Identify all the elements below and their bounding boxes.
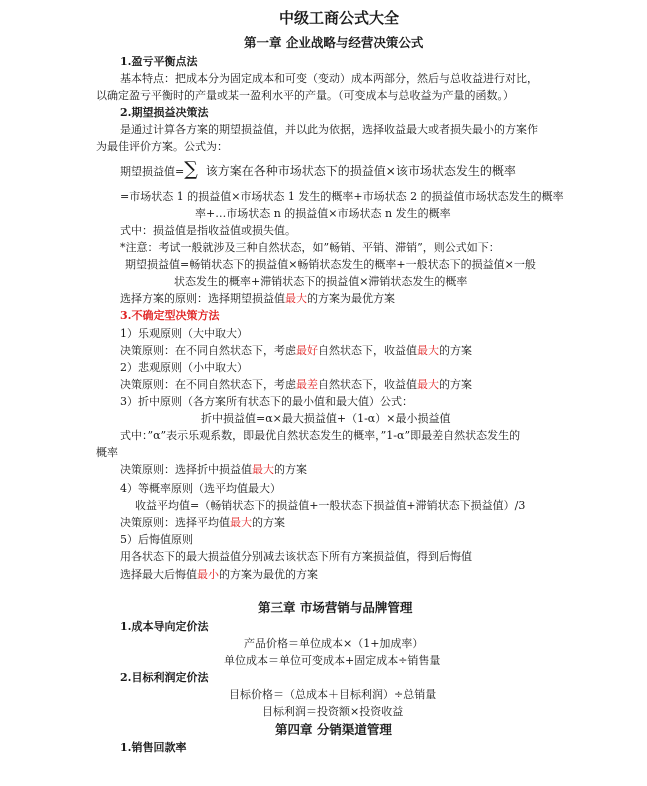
rule-text: 的方案为最优的方案 bbox=[219, 568, 318, 581]
method-heading: 1）乐观原则（大中取大） bbox=[120, 327, 248, 340]
formula-line: 状态发生的概率+滞销状态下的损益值×滞销状态发生的概率 bbox=[174, 275, 468, 288]
rule-line bbox=[120, 568, 318, 582]
rule-text: 的方案 bbox=[439, 378, 472, 391]
section-heading: 3.不确定型决策方法 bbox=[120, 309, 220, 322]
document-title: 中级工商公式大全 bbox=[279, 9, 400, 27]
formula-label: 期望损益值= bbox=[120, 165, 185, 178]
rule-text: 决策原则：选择折中损益值 bbox=[120, 463, 252, 476]
rule-line bbox=[120, 378, 472, 392]
formula-line: 产品价格＝单位成本×（1+加成率） bbox=[244, 637, 424, 650]
rule-text: 的方案 bbox=[439, 344, 472, 357]
formula-text: 该方案在各种市场状态下的损益值×该市场状态发生的概率 bbox=[205, 164, 516, 178]
rule-text: 决策原则：选择平均值 bbox=[120, 516, 230, 529]
rule-text: 选择最大后悔值 bbox=[120, 568, 197, 581]
section-heading: 2.期望损益决策法 bbox=[120, 106, 209, 119]
method-heading: 5）后悔值原则 bbox=[120, 533, 193, 546]
paragraph-line: 以确定盈亏平衡时的产量或某一盈利水平的产量。（可变成本与总收益为产量的函数。） bbox=[96, 89, 514, 102]
rule-line bbox=[120, 344, 472, 358]
formula-line: 收益平均值=（畅销状态下的损益值+一般状态下损益值+滞销状态下损益值）/3 bbox=[135, 499, 526, 512]
paragraph-line: 为最佳评价方案。公式为： bbox=[96, 140, 228, 153]
rule-line bbox=[120, 292, 395, 306]
rule-text: 选择方案的原则：选择期望损益值 bbox=[120, 292, 285, 305]
highlight-text: 最大 bbox=[230, 516, 252, 529]
chapter-3-heading: 第三章 市场营销与品牌管理 bbox=[258, 600, 413, 615]
highlight-text: 最差 bbox=[296, 378, 318, 391]
rule-text: 的方案为最优方案 bbox=[307, 292, 395, 305]
paragraph-line: 基本特点：把成本分为固定成本和可变（变动）成本两部分，然后与总收益进行对比， bbox=[120, 72, 538, 85]
highlight-text: 最小 bbox=[197, 568, 219, 581]
paragraph-line: 是通过计算各方案的期望损益值，并以此为依据，选择收益最大或者损失最小的方案作 bbox=[120, 123, 538, 136]
formula-expected-value bbox=[120, 160, 516, 182]
highlight-text: 最大 bbox=[285, 292, 307, 305]
highlight-text: 最大 bbox=[417, 344, 439, 357]
method-heading: 4）等概率原则（选平均值最大） bbox=[120, 482, 281, 495]
rule-line bbox=[120, 516, 285, 530]
chapter-4-heading: 第四章 分销渠道管理 bbox=[275, 722, 392, 737]
highlight-text: 最大 bbox=[252, 463, 274, 476]
rule-text: 自然状态下，收益值 bbox=[318, 378, 417, 391]
note-line: *注意：考试一般就涉及三种自然状态，如”畅销、平销、滞销”，则公式如下： bbox=[120, 241, 500, 254]
formula-line: 折中损益值=α×最大损益值+（1-α）×最小损益值 bbox=[201, 412, 451, 425]
sigma-symbol: ∑ bbox=[184, 158, 198, 180]
rule-text: 决策原则：在不同自然状态下，考虑 bbox=[120, 344, 296, 357]
note-line: 概率 bbox=[96, 446, 118, 459]
rule-text: 的方案 bbox=[252, 516, 285, 529]
paragraph-line: 用各状态下的最大损益值分别减去该状态下所有方案损益值，得到后悔值 bbox=[120, 550, 472, 563]
method-heading: 3）折中原则（各方案所有状态下的最小值和最大值）公式： bbox=[120, 395, 413, 408]
chapter-1-heading: 第一章 企业战略与经营决策公式 bbox=[244, 35, 424, 50]
rule-text: 决策原则：在不同自然状态下，考虑 bbox=[120, 378, 296, 391]
formula-line: 目标利润＝投资额×投资收益 bbox=[262, 705, 404, 718]
formula-line: 单位成本＝单位可变成本+固定成本÷销售量 bbox=[224, 654, 441, 667]
rule-line bbox=[120, 463, 307, 477]
rule-text: 自然状态下，收益值 bbox=[318, 344, 417, 357]
highlight-text: 最好 bbox=[296, 344, 318, 357]
highlight-text: 最大 bbox=[417, 378, 439, 391]
note-line: 式中：”α”表示乐观系数，即最优自然状态发生的概率，”1-α”即最差自然状态发生的 bbox=[120, 429, 521, 442]
formula-line: 率+…市场状态 n 的损益值×市场状态 n 发生的概率 bbox=[195, 207, 451, 220]
section-heading: 1.成本导向定价法 bbox=[120, 620, 209, 633]
method-heading: 2）悲观原则（小中取大） bbox=[120, 361, 248, 374]
note-line: 式中：损益值是指收益值或损失值。 bbox=[120, 224, 296, 237]
section-heading: 1.盈亏平衡点法 bbox=[120, 55, 198, 68]
rule-text: 的方案 bbox=[274, 463, 307, 476]
section-heading: 1.销售回款率 bbox=[120, 741, 187, 754]
formula-line: 期望损益值=畅销状态下的损益值×畅销状态发生的概率+一般状态下的损益值×一般 bbox=[125, 258, 536, 271]
formula-line: 目标价格＝（总成本＋目标利润）÷总销量 bbox=[229, 688, 437, 701]
section-heading: 2.目标利润定价法 bbox=[120, 671, 209, 684]
formula-line: =市场状态 1 的损益值×市场状态 1 发生的概率+市场状态 2 的损益值市场状态发生的概率 bbox=[120, 190, 564, 203]
